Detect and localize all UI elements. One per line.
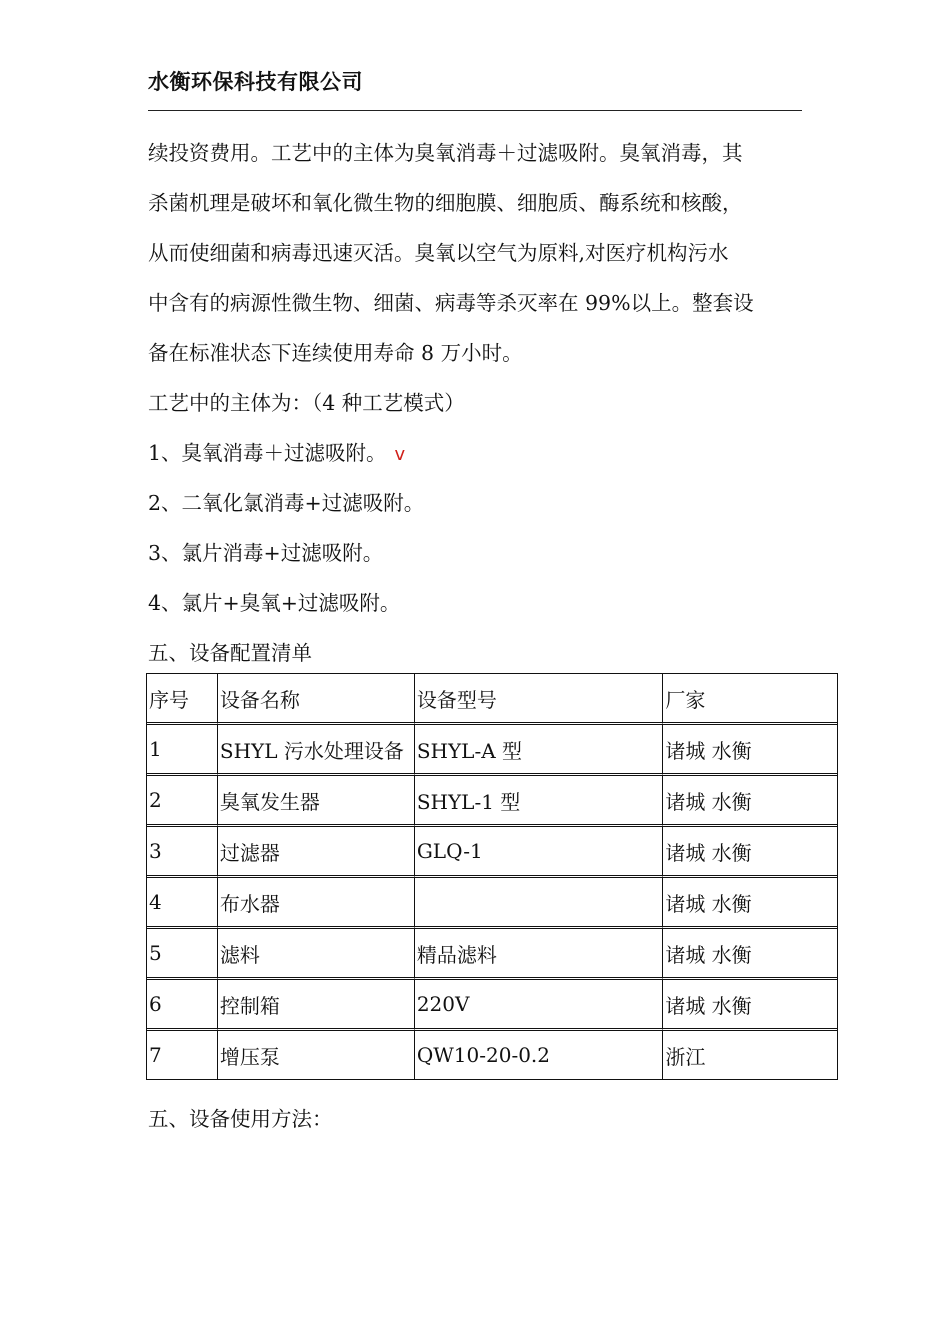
- cell-name: SHYL 污水处理设备: [218, 725, 415, 776]
- intro-line: 备在标准状态下连续使用寿命 8 万小时。: [148, 341, 523, 365]
- cell-index: 3: [147, 827, 218, 878]
- document-body: [148, 128, 808, 678]
- cell-index: 7: [147, 1031, 218, 1079]
- cell-model: 220V: [415, 980, 664, 1031]
- table-header-row: [147, 674, 837, 725]
- cell-model: 精品滤料: [415, 929, 664, 980]
- table-row: [147, 878, 837, 929]
- cell-name: 臭氧发生器: [218, 776, 415, 827]
- cell-manufacturer: 诸城 水衡: [663, 878, 837, 929]
- cell-name: 滤料: [218, 929, 415, 980]
- cell-name: 增压泵: [218, 1031, 415, 1079]
- column-header-manufacturer: 厂家: [663, 674, 837, 725]
- process-mode-3: 3、氯片消毒+过滤吸附。: [148, 541, 384, 565]
- process-mode-2: 2、二氧化氯消毒+过滤吸附。: [148, 491, 425, 515]
- table-row: [147, 827, 837, 878]
- cell-name: 过滤器: [218, 827, 415, 878]
- check-mark-icon: v: [394, 444, 406, 465]
- usage-heading: 五、设备使用方法：: [148, 1107, 333, 1131]
- cell-manufacturer: 诸城 水衡: [663, 725, 837, 776]
- table-row: [147, 980, 837, 1031]
- table-row: [147, 725, 837, 776]
- cell-index: 4: [147, 878, 218, 929]
- column-header-index: 序号: [147, 674, 218, 725]
- cell-index: 6: [147, 980, 218, 1031]
- cell-index: 5: [147, 929, 218, 980]
- cell-manufacturer: 浙江: [665, 1044, 706, 1069]
- cell-model: SHYL-A 型: [415, 725, 664, 776]
- process-mode-text: 1、臭氧消毒＋过滤吸附。: [148, 441, 387, 465]
- cell-index: 2: [147, 776, 218, 827]
- cell-manufacturer: 诸城 水衡: [663, 827, 837, 878]
- equipment-heading: 五、设备配置清单: [148, 641, 312, 665]
- table-row: [147, 929, 837, 980]
- cell-model: GLQ-1: [415, 827, 664, 878]
- cell-model: SHYL-1 型: [415, 776, 664, 827]
- header-divider: [148, 110, 802, 111]
- intro-line: 杀菌机理是破坏和氧化微生物的细胞膜、细胞质、酶系统和核酸，: [148, 191, 743, 215]
- cell-manufacturer: 诸城 水衡: [663, 980, 837, 1031]
- table-row: [147, 776, 837, 827]
- table-row: [147, 1031, 837, 1079]
- equipment-table: [146, 673, 838, 1080]
- cell-name: 布水器: [218, 878, 415, 929]
- process-heading: 工艺中的主体为：（4 种工艺模式）: [148, 391, 465, 415]
- cell-index: 1: [147, 725, 218, 776]
- column-header-model: 设备型号: [415, 674, 664, 725]
- intro-line: 中含有的病源性微生物、细菌、病毒等杀灭率在 99%以上。整套设: [148, 291, 754, 315]
- intro-paragraph: [148, 128, 808, 378]
- process-mode-4: 4、氯片+臭氧+过滤吸附。: [148, 591, 401, 615]
- process-mode-1: [148, 428, 808, 478]
- column-header-name: 设备名称: [218, 674, 415, 725]
- cell-model: QW10-20-0.2: [415, 1031, 664, 1079]
- cell-name: 控制箱: [218, 980, 415, 1031]
- company-header: 水衡环保科技有限公司: [148, 70, 363, 94]
- intro-line: 续投资费用。工艺中的主体为臭氧消毒＋过滤吸附。臭氧消毒，其: [148, 141, 743, 165]
- cell-manufacturer: 诸城 水衡: [663, 929, 837, 980]
- cell-model: [415, 878, 664, 929]
- intro-line: 从而使细菌和病毒迅速灭活。臭氧以空气为原料,对医疗机构污水: [148, 241, 729, 265]
- cell-manufacturer: 诸城 水衡: [663, 776, 837, 827]
